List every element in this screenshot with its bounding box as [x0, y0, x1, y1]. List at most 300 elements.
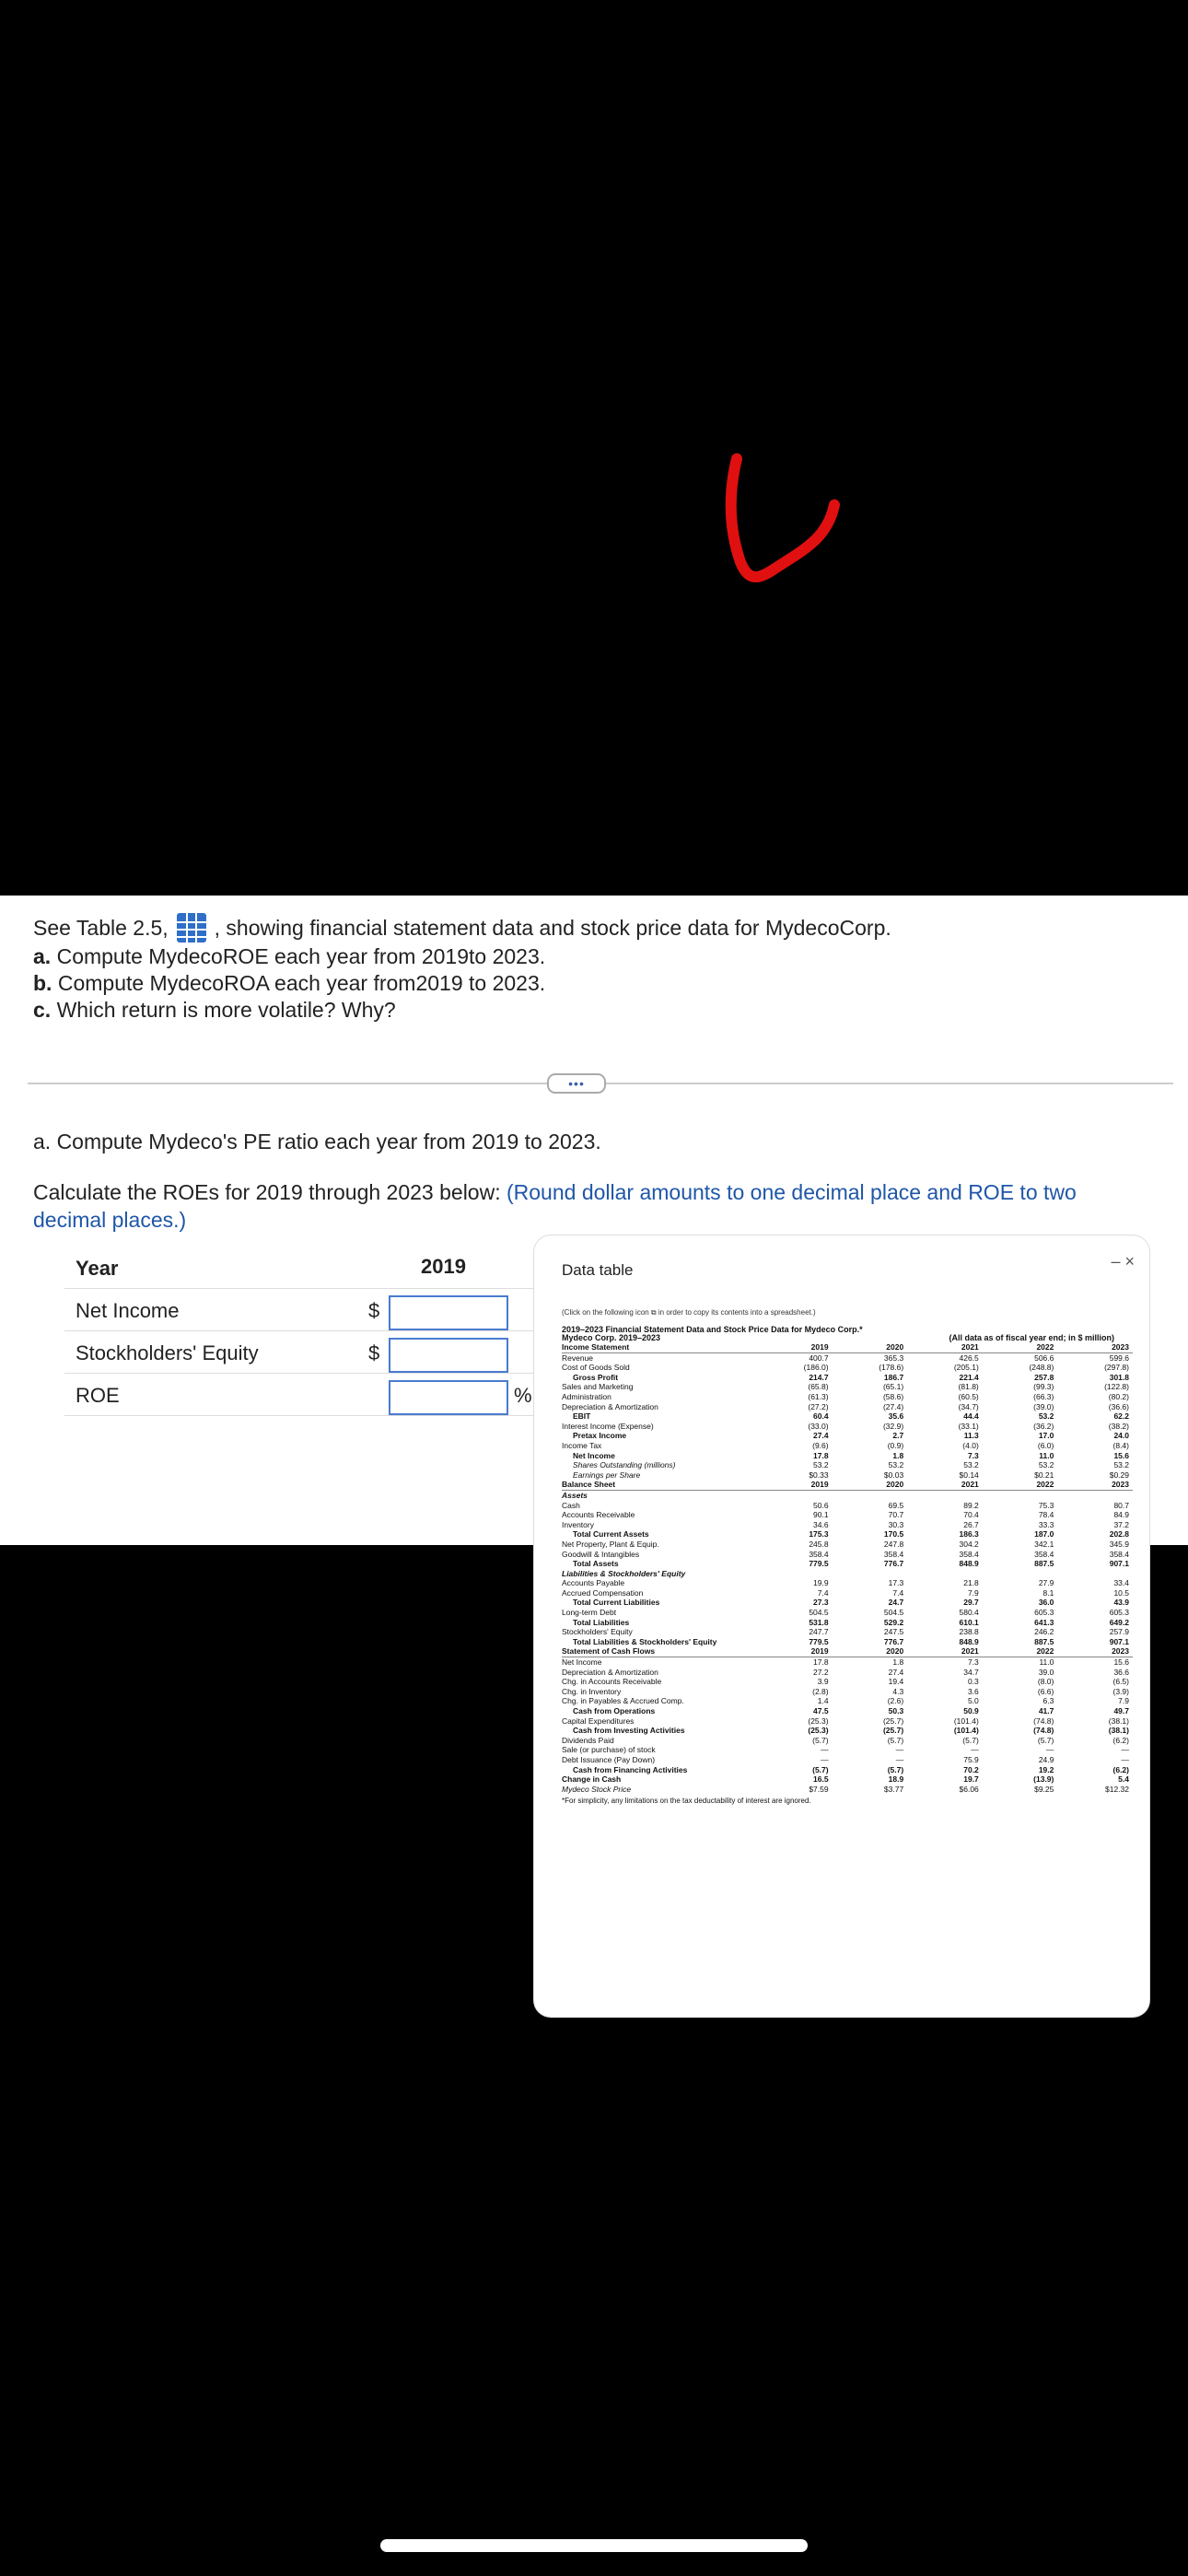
cell-value: 33.4 — [1113, 1578, 1129, 1588]
cell-value: 47.5 — [813, 1706, 829, 1716]
cell-value: (101.4) — [953, 1726, 979, 1736]
table-row — [562, 1668, 1133, 1678]
cell-value: — — [1121, 1754, 1129, 1764]
cell-value: 44.4 — [963, 1411, 979, 1422]
row-label: Cost of Goods Sold — [562, 1363, 630, 1373]
cell-value: 3.9 — [817, 1677, 829, 1687]
cell-value: 17.8 — [813, 1450, 829, 1460]
question-text — [33, 912, 891, 1024]
cell-value: (25.3) — [808, 1715, 829, 1726]
cell-value: 358.4 — [1034, 1549, 1054, 1559]
cell-value: (60.5) — [958, 1392, 979, 1402]
row-label: Total Assets — [573, 1559, 619, 1569]
modal-window-controls[interactable]: – × — [1111, 1252, 1135, 1270]
cell-value: 848.9 — [959, 1636, 979, 1646]
row-label: Cash from Investing Activities — [573, 1726, 685, 1736]
row-label: Income Tax — [562, 1440, 602, 1450]
cell-value: 187.0 — [1034, 1529, 1054, 1540]
table-row — [562, 1501, 1133, 1511]
net-income-row — [64, 1288, 543, 1331]
cell-value: 30.3 — [888, 1519, 904, 1529]
table-row — [562, 1687, 1133, 1697]
cell-value: 37.2 — [1113, 1519, 1129, 1529]
cell-value: (25.7) — [882, 1726, 904, 1736]
cell-value: 21.8 — [963, 1578, 979, 1588]
cell-value: 78.4 — [1038, 1510, 1054, 1520]
cell-value: 779.5 — [809, 1559, 829, 1569]
row-label: Shares Outstanding (millions) — [573, 1460, 676, 1470]
cell-value: 50.3 — [888, 1706, 904, 1716]
table-row — [562, 1598, 1133, 1608]
cell-value: 2020 — [833, 1342, 908, 1352]
part-a-label: a. — [33, 944, 52, 968]
cell-value: 6.3 — [1042, 1696, 1054, 1706]
roe-input[interactable] — [389, 1380, 508, 1415]
cell-value: 0.3 — [967, 1677, 979, 1687]
row-label: Goodwill & Intangibles — [562, 1549, 640, 1559]
table-row — [562, 1373, 1133, 1383]
cell-value: 2020 — [833, 1480, 908, 1490]
cell-value: 641.3 — [1034, 1617, 1054, 1627]
cell-value: 907.1 — [1109, 1636, 1129, 1646]
cell-value: (6.6) — [1037, 1686, 1054, 1696]
cell-value: 11.3 — [963, 1431, 979, 1441]
cell-value: 75.3 — [1038, 1500, 1054, 1510]
table-row — [562, 1549, 1133, 1559]
part-c-text: Which return is more volatile? Why? — [56, 998, 396, 1022]
cell-value: 599.6 — [1109, 1352, 1129, 1363]
cell-value: (36.6) — [1108, 1401, 1129, 1411]
row-label: Cash from Financing Activities — [573, 1764, 688, 1774]
cell-value: 60.4 — [813, 1411, 829, 1422]
cell-value: $0.21 — [1034, 1469, 1054, 1480]
cell-value: (5.7) — [962, 1735, 979, 1745]
table-row — [562, 1736, 1133, 1746]
cell-value: 53.2 — [1038, 1460, 1054, 1470]
table-row — [562, 1451, 1133, 1461]
cell-value: — — [1045, 1745, 1054, 1755]
cell-value: 776.7 — [883, 1636, 904, 1646]
cell-value: 4.3 — [892, 1686, 904, 1696]
cell-value: 35.6 — [888, 1411, 904, 1422]
cell-value: 358.4 — [959, 1549, 979, 1559]
modal-title: Data table — [562, 1261, 634, 1279]
cell-value — [907, 1569, 983, 1579]
table-row — [562, 1646, 1133, 1657]
cell-value: 238.8 — [959, 1627, 979, 1637]
cell-value: — — [971, 1745, 979, 1755]
cell-value: 70.4 — [963, 1510, 979, 1520]
table-row — [562, 1402, 1133, 1412]
part-b-text: Compute MydecoROA each year from2019 to 2023. — [57, 971, 546, 995]
table-row — [562, 1470, 1133, 1481]
home-indicator[interactable] — [380, 2539, 808, 2552]
cell-value: (81.8) — [958, 1382, 979, 1392]
cell-value: 2021 — [907, 1342, 983, 1352]
cell-value — [757, 1490, 833, 1500]
financial-table — [562, 1309, 1133, 1805]
cell-value: (9.6) — [812, 1440, 829, 1450]
cell-value: $9.25 — [1034, 1784, 1054, 1794]
table-row — [562, 1588, 1133, 1598]
row-label: Change in Cash — [562, 1774, 622, 1785]
cell-value: 605.3 — [1109, 1608, 1129, 1618]
row-label: Capital Expenditures — [562, 1715, 635, 1726]
row-label: Long-term Debt — [562, 1608, 617, 1618]
cell-value: 776.7 — [883, 1559, 904, 1569]
cell-value: (2.8) — [812, 1686, 829, 1696]
cell-value: 39.0 — [1038, 1667, 1054, 1677]
row-label: Revenue — [562, 1352, 594, 1363]
cell-value: 504.5 — [809, 1608, 829, 1618]
cell-value: 7.4 — [892, 1587, 904, 1598]
intro-text-continued: , showing financial statement data and stock price data for MydecoCorp. — [214, 915, 891, 940]
cell-value: (8.0) — [1037, 1677, 1054, 1687]
cell-value: (66.3) — [1033, 1392, 1054, 1402]
table-row — [562, 1510, 1133, 1520]
cell-value: 36.0 — [1038, 1598, 1054, 1608]
cell-value: 15.6 — [1113, 1657, 1129, 1668]
cell-value: (101.4) — [953, 1715, 979, 1726]
cell-value: 365.3 — [883, 1352, 904, 1363]
cell-value: (5.7) — [812, 1764, 829, 1774]
equity-row — [64, 1330, 543, 1374]
data-table-modal — [534, 1235, 1149, 2017]
row-label: Earnings per Share — [573, 1469, 641, 1480]
cell-value: 53.2 — [963, 1460, 979, 1470]
cell-value: 2023 — [1057, 1342, 1133, 1352]
cell-value: 75.9 — [963, 1754, 979, 1764]
table-row — [562, 1716, 1133, 1727]
cell-value: 247.8 — [883, 1539, 904, 1549]
cell-value: 400.7 — [809, 1352, 829, 1363]
cell-value: 70.2 — [963, 1764, 979, 1774]
cell-value: (38.1) — [1108, 1715, 1129, 1726]
row-label: Depreciation & Amortization — [562, 1401, 658, 1411]
cell-value: (36.2) — [1033, 1421, 1054, 1431]
cell-value: 580.4 — [959, 1608, 979, 1618]
cell-value: 1.8 — [892, 1657, 904, 1668]
row-label: EBIT — [573, 1411, 591, 1422]
cell-value: 19.2 — [1038, 1764, 1054, 1774]
table-row — [562, 1726, 1133, 1736]
cell-value: 3.6 — [967, 1686, 979, 1696]
part-a-text: Compute MydecoROE each year from 2019to 2023. — [56, 944, 546, 968]
cell-value: 345.9 — [1109, 1539, 1129, 1549]
cell-value — [833, 1569, 908, 1579]
table-row — [562, 1657, 1133, 1668]
cell-value: 50.9 — [963, 1706, 979, 1716]
year-2019-header: 2019 — [421, 1255, 466, 1278]
equity-label: Stockholders' Equity — [76, 1341, 259, 1364]
cell-value: 848.9 — [959, 1559, 979, 1569]
cell-value: 2022 — [983, 1342, 1058, 1352]
row-label: Accounts Receivable — [562, 1510, 635, 1520]
cell-value: 2021 — [907, 1646, 983, 1657]
cell-value: (205.1) — [953, 1363, 979, 1373]
instruction-main: Calculate the ROEs for 2019 through 2023 below: — [33, 1180, 507, 1204]
table-row — [562, 1755, 1133, 1765]
cell-value: 245.8 — [809, 1539, 829, 1549]
table-footnote: *For simplicity, any limitations on the tax deductability of interest are ignored. — [562, 1797, 811, 1806]
cell-value: 2023 — [1057, 1480, 1133, 1490]
financial-data-table — [562, 1342, 1133, 1794]
cell-value: 2019 — [757, 1480, 833, 1490]
cell-value: 5.0 — [967, 1696, 979, 1706]
cell-value: $6.06 — [959, 1784, 979, 1794]
cell-value: (6.5) — [1112, 1677, 1129, 1687]
cell-value: 186.3 — [959, 1529, 979, 1540]
cell-value: 27.2 — [813, 1667, 829, 1677]
row-label: Liabilities & Stockholders' Equity — [562, 1568, 686, 1578]
cell-value: (0.9) — [887, 1440, 904, 1450]
cell-value: — — [821, 1754, 829, 1764]
cell-value: (27.2) — [808, 1401, 829, 1411]
cell-value: 7.3 — [967, 1657, 979, 1668]
cell-value: 24.0 — [1113, 1431, 1129, 1441]
cell-value: 907.1 — [1109, 1559, 1129, 1569]
table-row — [562, 1578, 1133, 1588]
cell-value: 2020 — [833, 1646, 908, 1657]
cell-value: 84.9 — [1113, 1510, 1129, 1520]
part-c-label: c. — [33, 998, 52, 1022]
cell-value: 17.3 — [888, 1578, 904, 1588]
table-row — [562, 1677, 1133, 1687]
cell-value — [1057, 1569, 1133, 1579]
cell-value: 26.7 — [963, 1519, 979, 1529]
part-a-heading: a. Compute Mydeco's PE ratio each year from 2019 to 2023. — [33, 1130, 601, 1153]
cell-value: $12.32 — [1105, 1784, 1129, 1794]
intro-text: See Table 2.5, — [33, 915, 169, 940]
row-label: Dividends Paid — [562, 1735, 614, 1745]
copy-note: (Click on the following icon ⧉ in order to copy its contents into a spreadsheet.) — [562, 1308, 816, 1317]
cell-value: 53.2 — [888, 1460, 904, 1470]
cell-value: 70.7 — [888, 1510, 904, 1520]
cell-value: 19.4 — [888, 1677, 904, 1687]
cell-value: (4.0) — [962, 1440, 979, 1450]
table-row — [562, 1441, 1133, 1451]
row-label: Total Liabilities — [573, 1617, 630, 1627]
row-label: Interest Income (Expense) — [562, 1421, 654, 1431]
row-label: Stockholders' Equity — [562, 1627, 633, 1637]
table-grid-icon[interactable] — [176, 912, 207, 943]
cell-value: 170.5 — [883, 1529, 904, 1540]
row-label: Mydeco Stock Price — [562, 1784, 632, 1794]
cell-value — [1057, 1490, 1133, 1500]
cell-value: (6.2) — [1112, 1764, 1129, 1774]
table-row — [562, 1785, 1133, 1795]
row-label: Statement of Cash Flows — [562, 1646, 757, 1657]
dollar-sign: $ — [368, 1341, 380, 1364]
cell-value: (8.4) — [1112, 1440, 1129, 1450]
expand-button[interactable]: ••• — [547, 1073, 606, 1094]
table-row — [562, 1460, 1133, 1470]
cell-value: 53.2 — [813, 1460, 829, 1470]
cell-value: 2021 — [907, 1480, 983, 1490]
net-income-input[interactable] — [389, 1295, 508, 1330]
cell-value: 53.2 — [1113, 1460, 1129, 1470]
row-label: Debt Issuance (Pay Down) — [562, 1754, 656, 1764]
cell-value: 358.4 — [883, 1549, 904, 1559]
cell-value: (58.6) — [882, 1392, 904, 1402]
table-row — [562, 1520, 1133, 1530]
table-row — [562, 1706, 1133, 1716]
row-label: Chg. in Payables & Accrued Comp. — [562, 1696, 684, 1706]
cell-value: 80.7 — [1113, 1500, 1129, 1510]
cell-value: (6.0) — [1037, 1440, 1054, 1450]
cell-value: (80.2) — [1108, 1392, 1129, 1402]
company-label: Mydeco Corp. 2019–2023 — [562, 1333, 661, 1342]
cell-value: 504.5 — [883, 1608, 904, 1618]
cell-value: 887.5 — [1034, 1559, 1054, 1569]
part-b-label: b. — [33, 971, 52, 995]
cell-value: 17.8 — [813, 1657, 829, 1668]
cell-value: 49.7 — [1113, 1706, 1129, 1716]
cell-value: $7.59 — [809, 1784, 829, 1794]
cell-value: (61.3) — [808, 1392, 829, 1402]
cell-value: (33.0) — [808, 1421, 829, 1431]
cell-value: (25.3) — [808, 1726, 829, 1736]
instruction — [33, 1178, 1138, 1234]
table-row — [562, 1411, 1133, 1422]
cell-value: 19.7 — [963, 1774, 979, 1785]
cell-value: 36.6 — [1113, 1667, 1129, 1677]
cell-value: (186.0) — [803, 1363, 829, 1373]
cell-value: 529.2 — [883, 1617, 904, 1627]
row-label: Accrued Compensation — [562, 1587, 644, 1598]
cell-value: 246.2 — [1034, 1627, 1054, 1637]
table-row — [562, 1342, 1133, 1352]
cell-value: 610.1 — [959, 1617, 979, 1627]
cell-value: (34.7) — [958, 1401, 979, 1411]
equity-input[interactable] — [389, 1338, 508, 1373]
row-label: Income Statement — [562, 1342, 757, 1352]
cell-value: (25.7) — [882, 1715, 904, 1726]
cell-value: 358.4 — [1109, 1549, 1129, 1559]
cell-value: (2.6) — [887, 1696, 904, 1706]
cell-value: 7.9 — [1118, 1696, 1129, 1706]
cell-value: (32.9) — [882, 1421, 904, 1431]
cell-value: 19.9 — [813, 1578, 829, 1588]
table-heading: 2019–2023 Financial Statement Data and Stock Price Data for Mydeco Corp.* — [562, 1325, 863, 1334]
cell-value — [907, 1490, 983, 1500]
cell-value: 257.8 — [1034, 1372, 1054, 1382]
cell-value: 887.5 — [1034, 1636, 1054, 1646]
red-scribble-annotation — [709, 451, 856, 608]
cell-value: 53.2 — [1038, 1411, 1054, 1422]
cell-value: 41.7 — [1038, 1706, 1054, 1716]
table-row — [562, 1431, 1133, 1441]
table-row — [562, 1480, 1133, 1490]
cell-value: 257.9 — [1109, 1627, 1129, 1637]
table-row — [562, 1382, 1133, 1392]
cell-value: (13.9) — [1033, 1774, 1054, 1785]
cell-value: 50.6 — [813, 1500, 829, 1510]
table-row — [562, 1540, 1133, 1550]
cell-value: 605.3 — [1034, 1608, 1054, 1618]
row-label: Total Current Assets — [573, 1529, 649, 1540]
percent-sign: % — [514, 1384, 532, 1407]
row-label: Administration — [562, 1392, 611, 1402]
cell-value: (65.8) — [808, 1382, 829, 1392]
table-row — [562, 1352, 1133, 1363]
cell-value: 506.6 — [1034, 1352, 1054, 1363]
cell-value: $0.33 — [809, 1469, 829, 1480]
cell-value: 1.4 — [817, 1696, 829, 1706]
cell-value: 301.8 — [1109, 1372, 1129, 1382]
cell-value: (65.1) — [882, 1382, 904, 1392]
cell-value: 304.2 — [959, 1539, 979, 1549]
table-row — [562, 1745, 1133, 1755]
cell-value: — — [1121, 1745, 1129, 1755]
cell-value: 202.8 — [1109, 1529, 1129, 1540]
row-label: Chg. in Inventory — [562, 1686, 622, 1696]
table-row — [562, 1774, 1133, 1785]
cell-value: $0.14 — [959, 1469, 979, 1480]
cell-value: 27.9 — [1038, 1578, 1054, 1588]
cell-value: 7.9 — [967, 1587, 979, 1598]
cell-value: (99.3) — [1033, 1382, 1054, 1392]
cell-value: 62.2 — [1113, 1411, 1129, 1422]
row-label: Net Income — [573, 1450, 615, 1460]
cell-value: 221.4 — [959, 1372, 979, 1382]
cell-value: 531.8 — [809, 1617, 829, 1627]
table-row — [562, 1618, 1133, 1628]
grid-header-row — [64, 1246, 543, 1289]
table-row — [562, 1490, 1133, 1500]
row-label: Net Income — [562, 1657, 602, 1668]
cell-value: 342.1 — [1034, 1539, 1054, 1549]
row-label: Balance Sheet — [562, 1480, 757, 1490]
cell-value: 11.0 — [1039, 1450, 1054, 1460]
cell-value: 247.7 — [809, 1627, 829, 1637]
cell-value: 779.5 — [809, 1636, 829, 1646]
cell-value: $0.03 — [883, 1469, 904, 1480]
cell-value: (39.0) — [1033, 1401, 1054, 1411]
row-label: Total Current Liabilities — [573, 1598, 660, 1608]
cell-value: 1.8 — [892, 1450, 904, 1460]
cell-value: 426.5 — [959, 1352, 979, 1363]
table-row — [562, 1608, 1133, 1618]
cell-value: 175.3 — [809, 1529, 829, 1540]
cell-value: (33.1) — [958, 1421, 979, 1431]
cell-value: 5.4 — [1118, 1774, 1129, 1785]
cell-value: — — [895, 1745, 904, 1755]
cell-value: 2022 — [983, 1480, 1058, 1490]
cell-value: 24.9 — [1038, 1754, 1054, 1764]
cell-value — [833, 1490, 908, 1500]
cell-value — [983, 1569, 1058, 1579]
table-row — [562, 1569, 1133, 1579]
instruction-hint: (Round dollar amounts to one decimal place and ROE to two decimal places.) — [33, 1180, 1077, 1232]
cell-value: (27.4) — [882, 1401, 904, 1411]
cell-value: (297.8) — [1104, 1363, 1129, 1373]
cell-value: 15.6 — [1113, 1450, 1129, 1460]
cell-value: 90.1 — [813, 1510, 829, 1520]
cell-value: 29.7 — [963, 1598, 979, 1608]
cell-value: 33.3 — [1038, 1519, 1054, 1529]
row-label: Assets — [562, 1490, 588, 1500]
cell-value: 18.9 — [888, 1774, 904, 1785]
cell-value: 11.0 — [1039, 1657, 1054, 1668]
cell-value: (5.7) — [887, 1764, 904, 1774]
net-income-label: Net Income — [76, 1299, 180, 1322]
table-row — [562, 1392, 1133, 1402]
row-label: Accounts Payable — [562, 1578, 625, 1588]
table-row — [562, 1627, 1133, 1637]
cell-value: (122.8) — [1104, 1382, 1129, 1392]
cell-value: (74.8) — [1033, 1726, 1054, 1736]
